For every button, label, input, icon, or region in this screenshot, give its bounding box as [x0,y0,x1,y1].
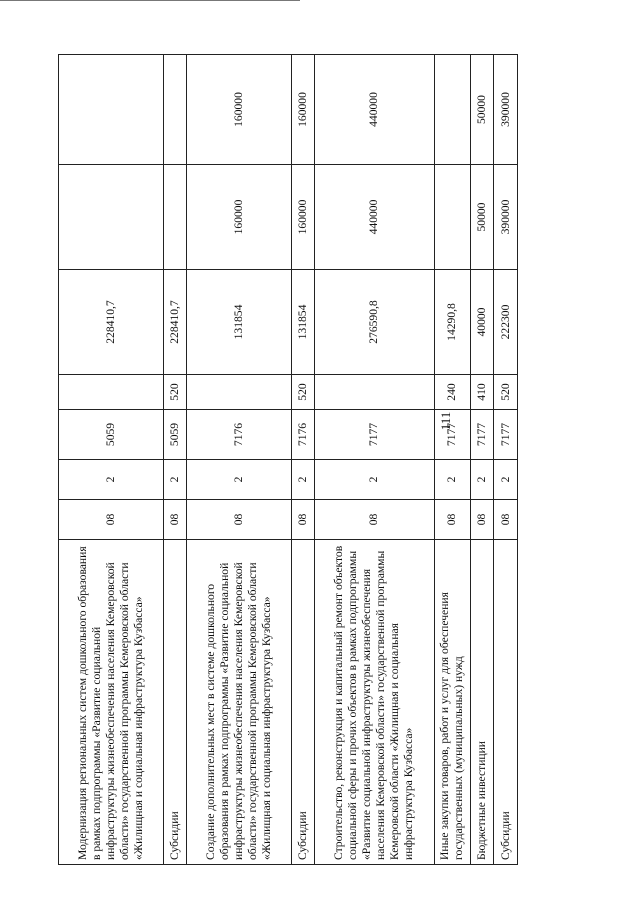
cell-amount-3: 390000 [494,55,518,165]
cell-amount-2 [163,165,186,270]
table-row [470,55,493,865]
cell-target: 5059 [163,410,186,460]
cell-target: 7176 [291,410,314,460]
cell-section: 08 [163,500,186,540]
cell-section: 08 [291,500,314,540]
cell-amount-1: 131854 [187,270,292,375]
table-row [315,55,435,865]
table-row [494,55,518,865]
row-name: Иные закупки товаров, работ и услуг для обеспечения государственных (муниципальных) нужд [434,540,470,865]
row-name: Субсидии [291,540,314,865]
row-name: Создание дополнительных мест в системе дошкольного образования в рамках подпрограммы «Развитие социальной инфраструктуры жизнеобеспечения населения Кемеровской области» государственной программы Кемеровской области «Жилищная и социальная инфраструктура Кузбасса» [187,540,292,865]
cell-expense-type: 240 [434,375,470,410]
cell-amount-2 [59,165,164,270]
budget-table [58,54,518,865]
cell-amount-3 [434,55,470,165]
cell-section: 08 [59,500,164,540]
cell-subprogram: 2 [470,460,493,500]
cell-expense-type [187,375,292,410]
cell-section: 08 [434,500,470,540]
cell-subprogram: 2 [434,460,470,500]
cell-expense-type [59,375,164,410]
table-row [291,55,314,865]
table-row [187,55,292,865]
cell-expense-type: 520 [291,375,314,410]
cell-expense-type [315,375,435,410]
cell-amount-3: 50000 [470,55,493,165]
cell-subprogram: 2 [187,460,292,500]
cell-amount-2: 50000 [470,165,493,270]
cell-amount-2: 160000 [291,165,314,270]
cell-amount-3: 160000 [187,55,292,165]
cell-section: 08 [470,500,493,540]
cell-section: 08 [494,500,518,540]
cell-subprogram: 2 [315,460,435,500]
cell-target: 7177 [434,410,470,460]
cell-subprogram: 2 [494,460,518,500]
cell-section: 08 [315,500,435,540]
cell-target: 5059 [59,410,164,460]
table-row [163,55,186,865]
cell-amount-2: 440000 [315,165,435,270]
cell-amount-1: 222300 [494,270,518,375]
cell-amount-3: 160000 [291,55,314,165]
cell-target: 7176 [187,410,292,460]
cell-amount-3 [59,55,164,165]
cell-target: 7177 [494,410,518,460]
cell-expense-type: 410 [470,375,493,410]
table-row [59,55,164,865]
top-rule [0,0,300,3]
cell-amount-2: 390000 [494,165,518,270]
cell-subprogram: 2 [163,460,186,500]
cell-amount-1: 40000 [470,270,493,375]
cell-amount-2: 160000 [187,165,292,270]
cell-subprogram: 2 [59,460,164,500]
row-name: Строительство, реконструкция и капитальный ремонт объектов социальной сферы и прочих объектов в рамках подпрограммы «Развитие социальной инфраструктуры жизнеобеспечения населения Кемеровской области» государственной программы Кемеровской области «Жилищная и социальная инфраструктура Кузбасса» [315,540,435,865]
cell-amount-1: 228410,7 [163,270,186,375]
cell-section: 08 [187,500,292,540]
page-number: 111 [438,411,453,431]
table-row [434,55,470,865]
cell-amount-2 [434,165,470,270]
row-name: Модернизация региональных систем дошкольного образования в рамках подпрограммы «Развитие социальной инфраструктуры жизнеобеспечения населения Кемеровской области» государственной программы Кемеровской области «Жилищная и социальная инфраструктура Кузбасса» [59,540,164,865]
row-name: Субсидии [163,540,186,865]
cell-amount-3: 440000 [315,55,435,165]
cell-expense-type: 520 [163,375,186,410]
cell-amount-3 [163,55,186,165]
cell-target: 7177 [470,410,493,460]
cell-subprogram: 2 [291,460,314,500]
cell-expense-type: 520 [494,375,518,410]
rotated-budget-table [58,55,518,865]
cell-amount-1: 131854 [291,270,314,375]
row-name: Субсидии [494,540,518,865]
cell-amount-1: 276590,8 [315,270,435,375]
row-name: Бюджетные инвестиции [470,540,493,865]
cell-amount-1: 228410,7 [59,270,164,375]
cell-amount-1: 14290,8 [434,270,470,375]
cell-target: 7177 [315,410,435,460]
